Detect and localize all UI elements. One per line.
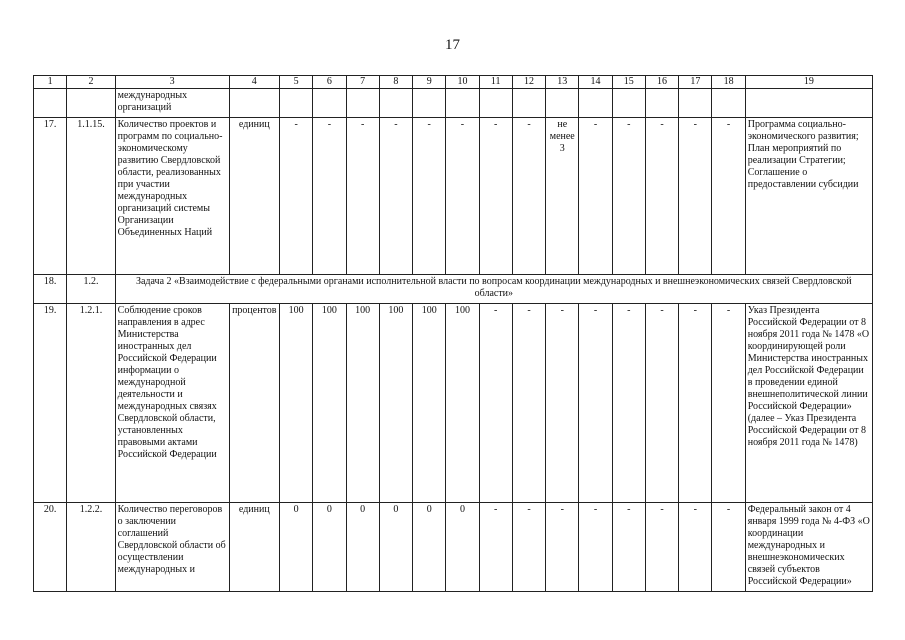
value-cell: - (479, 503, 512, 592)
value-cell: - (579, 304, 612, 503)
value-cell: - (313, 118, 346, 275)
value-cell: - (512, 118, 545, 275)
unit-cell: единиц (229, 118, 279, 275)
value-cell (280, 89, 313, 118)
header-cell: 12 (512, 76, 545, 89)
task-title-cell: Задача 2 «Взаимодействие с федеральными органами исполнительной власти по вопросам координации международных и внешнеэкономических связей Свердловской области» (115, 275, 872, 304)
header-cell: 2 (67, 76, 115, 89)
value-cell (413, 89, 446, 118)
row-code-cell: 1.1.15. (67, 118, 115, 275)
indicator-name-cell: Количество проектов и программ по социально-экономическому развитию Свердловской области, реализованных при участии международных организаций системы Организации Объединенных Наций (115, 118, 229, 275)
value-cell (712, 89, 745, 118)
value-cell: 100 (280, 304, 313, 503)
value-cell: - (512, 304, 545, 503)
header-cell: 1 (34, 76, 67, 89)
value-cell: - (612, 503, 645, 592)
row-number-cell: 18. (34, 275, 67, 304)
value-cell: 0 (379, 503, 412, 592)
value-cell: 100 (379, 304, 412, 503)
value-cell: - (413, 118, 446, 275)
value-cell: - (645, 304, 678, 503)
value-cell: - (579, 503, 612, 592)
value-cell: - (546, 304, 579, 503)
value-cell: - (645, 118, 678, 275)
value-cell: 100 (446, 304, 479, 503)
value-cell: - (546, 503, 579, 592)
header-cell: 6 (313, 76, 346, 89)
table-row (34, 503, 873, 592)
row-number-cell (34, 89, 67, 118)
value-cell: 0 (313, 503, 346, 592)
row-number-cell: 19. (34, 304, 67, 503)
value-cell: не менее 3 (546, 118, 579, 275)
table-row (34, 89, 873, 118)
header-cell: 5 (280, 76, 313, 89)
value-cell (479, 89, 512, 118)
header-cell: 8 (379, 76, 412, 89)
value-cell: - (479, 304, 512, 503)
source-cell: Указ Президента Российской Федерации от 8 ноября 2011 года № 1478 «О координирующей роли Министерства иностранных дел Российской Федерации в проведении единой внешнеполитической линии Российской Федерации» (далее – Указ Президента Российской Федерации от 8 ноября 2011 года № 1478) (745, 304, 872, 503)
value-cell: - (612, 118, 645, 275)
indicators-table (33, 75, 873, 592)
value-cell (379, 89, 412, 118)
indicator-name-cell: международных организаций (115, 89, 229, 118)
value-cell (612, 89, 645, 118)
header-cell: 19 (745, 76, 872, 89)
value-cell (645, 89, 678, 118)
value-cell: - (679, 503, 712, 592)
table-row (34, 304, 873, 503)
value-cell: 0 (346, 503, 379, 592)
unit-cell (229, 89, 279, 118)
value-cell (346, 89, 379, 118)
unit-cell: процентов (229, 304, 279, 503)
value-cell: - (679, 304, 712, 503)
page-number: 17 (445, 37, 460, 53)
value-cell: 100 (313, 304, 346, 503)
task-row (34, 275, 873, 304)
header-cell: 17 (679, 76, 712, 89)
value-cell: - (446, 118, 479, 275)
row-code-cell: 1.2.1. (67, 304, 115, 503)
indicator-name-cell: Количество переговоров о заключении соглашений Свердловской области об осуществлении международных и (115, 503, 229, 592)
value-cell (579, 89, 612, 118)
table-row (34, 118, 873, 275)
table-body (34, 76, 873, 592)
value-cell: - (346, 118, 379, 275)
value-cell: - (379, 118, 412, 275)
value-cell: 0 (446, 503, 479, 592)
value-cell: 0 (413, 503, 446, 592)
value-cell: - (280, 118, 313, 275)
value-cell: - (712, 304, 745, 503)
row-code-cell (67, 89, 115, 118)
header-cell: 10 (446, 76, 479, 89)
row-code-cell: 1.2.2. (67, 503, 115, 592)
header-cell: 16 (645, 76, 678, 89)
value-cell: - (479, 118, 512, 275)
value-cell: - (679, 118, 712, 275)
header-cell: 14 (579, 76, 612, 89)
value-cell (313, 89, 346, 118)
header-cell: 7 (346, 76, 379, 89)
header-cell: 13 (546, 76, 579, 89)
header-cell: 9 (413, 76, 446, 89)
indicator-name-cell: Соблюдение сроков направления в адрес Министерства иностранных дел Российской Федерации информации о международной деятельности и международных связях Свердловской области, установленных правовыми актами Российской Федерации (115, 304, 229, 503)
source-cell: Федеральный закон от 4 января 1999 года № 4-ФЗ «О координации международных и внешнеэкономических связей субъектов Российской Федерации» (745, 503, 872, 592)
row-code-cell: 1.2. (67, 275, 115, 304)
header-cell: 18 (712, 76, 745, 89)
value-cell: - (612, 304, 645, 503)
value-cell (679, 89, 712, 118)
header-cell: 15 (612, 76, 645, 89)
value-cell: - (712, 118, 745, 275)
value-cell: 100 (413, 304, 446, 503)
value-cell: 100 (346, 304, 379, 503)
header-cell: 4 (229, 76, 279, 89)
source-cell: Программа социально-экономического развития; План мероприятий по реализации Стратегии; Соглашение о предоставлении субсидии (745, 118, 872, 275)
unit-cell: единиц (229, 503, 279, 592)
value-cell (546, 89, 579, 118)
header-cell: 11 (479, 76, 512, 89)
value-cell: - (579, 118, 612, 275)
value-cell: 0 (280, 503, 313, 592)
row-number-cell: 17. (34, 118, 67, 275)
value-cell (512, 89, 545, 118)
row-number-cell: 20. (34, 503, 67, 592)
value-cell: - (712, 503, 745, 592)
value-cell: - (512, 503, 545, 592)
source-cell (745, 89, 872, 118)
value-cell: - (645, 503, 678, 592)
table-header-row (34, 76, 873, 89)
value-cell (446, 89, 479, 118)
header-cell: 3 (115, 76, 229, 89)
